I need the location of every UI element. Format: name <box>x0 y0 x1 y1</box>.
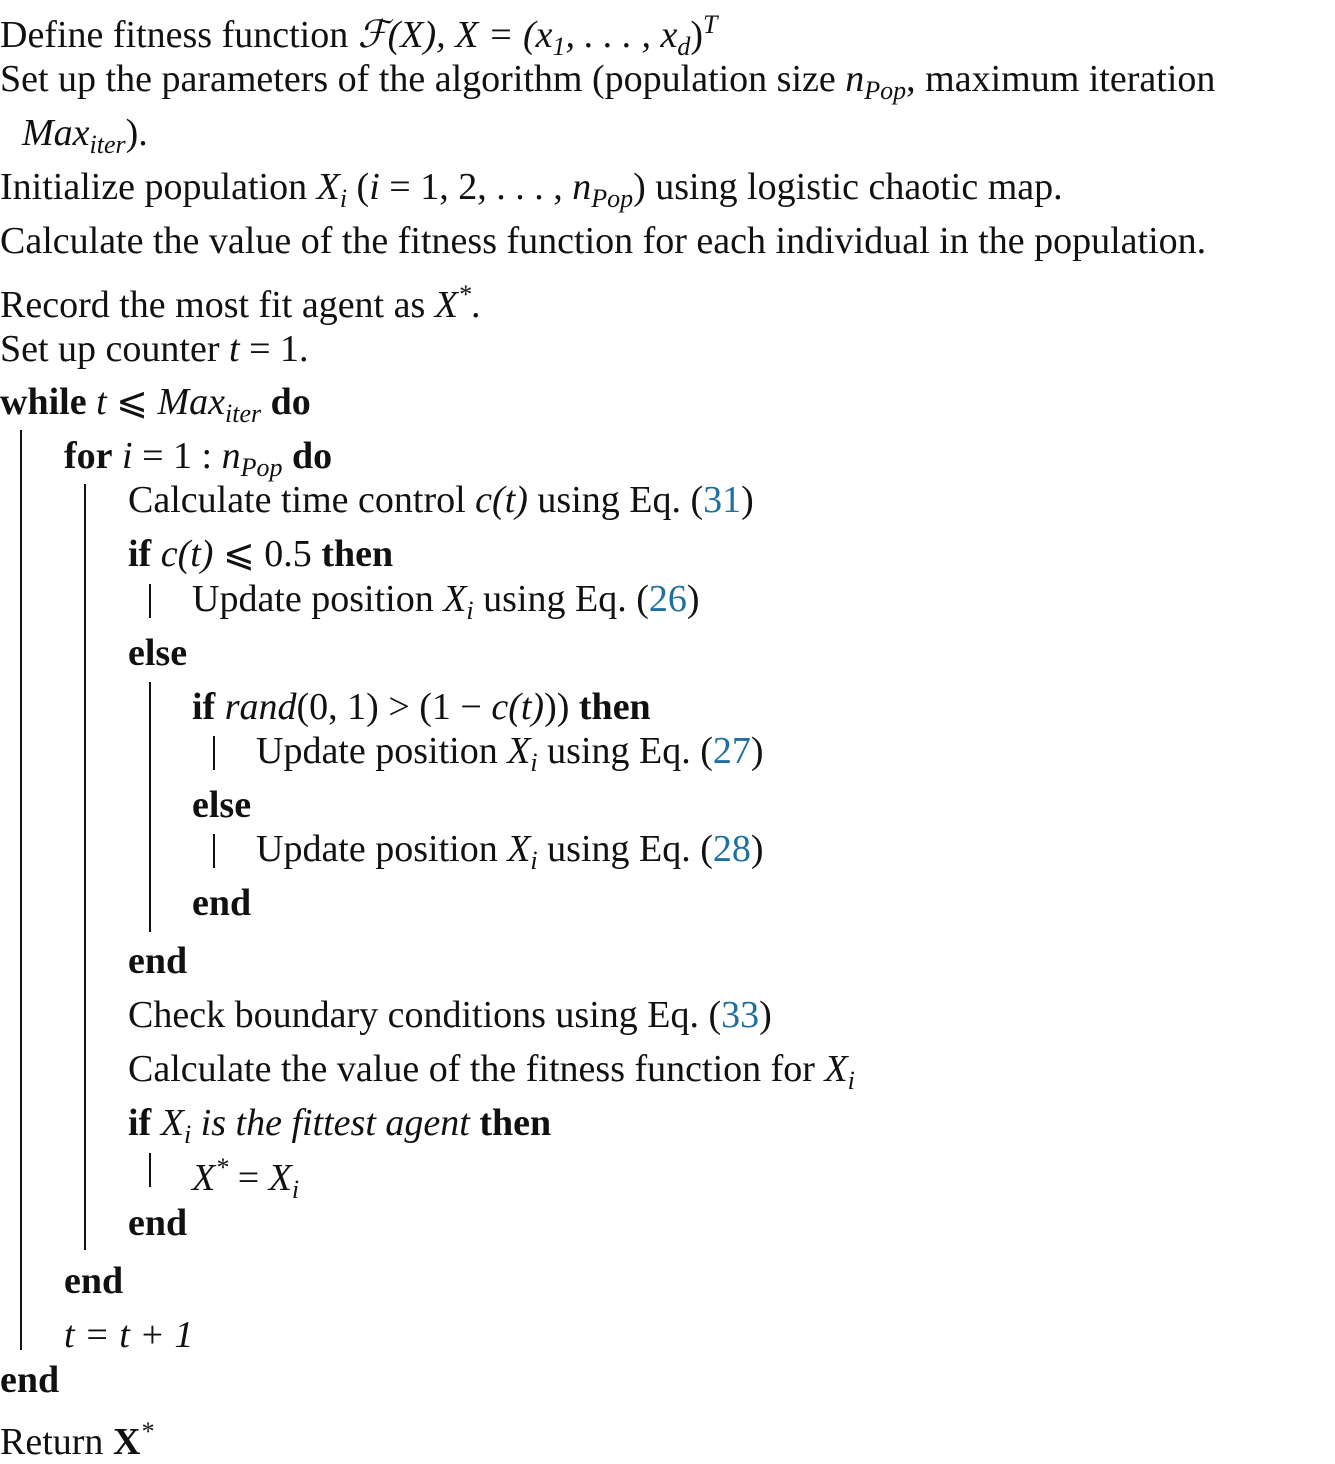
superscript: * <box>458 280 471 309</box>
keyword-else: else <box>128 632 188 674</box>
math: c <box>491 686 509 728</box>
text: Check boundary conditions using Eq. ( <box>128 994 722 1036</box>
superscript: * <box>215 1153 229 1182</box>
keyword-for: for <box>64 435 113 477</box>
line-time-control <box>128 478 754 522</box>
math: X <box>151 1102 184 1144</box>
subscript: i <box>466 596 474 625</box>
math: rand <box>215 686 297 728</box>
math: X <box>443 578 467 620</box>
text: Update position <box>256 730 508 772</box>
text: Initialize population <box>0 166 317 208</box>
line-initialize-population <box>0 165 1063 221</box>
line-for-end <box>64 1259 123 1303</box>
line-update-26 <box>192 577 700 633</box>
keyword-end: end <box>128 940 188 982</box>
subscript: i <box>530 748 538 777</box>
inner-else-pipe <box>213 834 215 868</box>
subscript: Pop <box>864 76 907 105</box>
math: )) <box>544 686 579 728</box>
keyword-then: then <box>321 533 394 575</box>
superscript: * <box>140 1417 154 1446</box>
subscript: i <box>847 1066 855 1095</box>
math: (t) <box>492 479 528 521</box>
subscript: i <box>291 1175 300 1204</box>
line-else <box>128 631 187 675</box>
text: Set up counter <box>0 328 230 370</box>
math: t <box>229 328 240 370</box>
line-if-rand <box>192 685 651 729</box>
keyword-end: end <box>64 1260 124 1302</box>
fitness-symbol: ℱ <box>357 14 388 56</box>
line-inner-end <box>192 881 251 925</box>
keyword-end: end <box>192 882 252 924</box>
text: ) <box>686 578 700 620</box>
keyword-if: if <box>128 1102 152 1144</box>
math: (t) <box>177 533 214 575</box>
line-calc-fitness-xi <box>128 1047 855 1103</box>
text: ( <box>347 166 370 208</box>
line-if-ct <box>128 532 393 576</box>
keyword-do: do <box>270 381 311 423</box>
math: Max <box>147 381 225 423</box>
math: ) <box>690 14 704 56</box>
if-rand-pipe <box>213 736 215 770</box>
text: = 1. <box>239 328 309 370</box>
line-record-fittest <box>0 273 481 327</box>
text: using Eq. ( <box>537 730 713 772</box>
text: , maximum iteration <box>906 58 1216 100</box>
text: . <box>471 284 481 326</box>
math: (0, 1) > (1 − <box>296 686 492 728</box>
superscript: T <box>703 10 718 39</box>
for-block-bar <box>84 484 86 1250</box>
line-setup-parameters <box>0 57 1215 113</box>
math: ⩽ <box>116 381 148 423</box>
subscript: 1 <box>552 32 566 61</box>
line-update-28 <box>256 827 764 883</box>
keyword-else: else <box>192 784 252 826</box>
subscript: Pop <box>240 453 283 482</box>
keyword-then: then <box>578 686 651 728</box>
subscript: i <box>339 184 348 213</box>
math: Max <box>22 112 90 154</box>
else-block-bar <box>149 682 151 932</box>
math: X <box>192 1157 216 1199</box>
subscript: i <box>183 1120 192 1149</box>
text: Return <box>0 1421 113 1463</box>
line-if-fittest-end <box>128 1201 187 1245</box>
keyword-if: if <box>128 533 152 575</box>
line-return <box>0 1410 153 1464</box>
text: Update position <box>192 578 444 620</box>
line-check-boundary <box>128 993 772 1037</box>
math: X <box>507 730 531 772</box>
math: X <box>434 284 458 326</box>
text: using Eq. ( <box>473 578 649 620</box>
text: Calculate the value of the fitness function for <box>128 1048 825 1090</box>
text: ) using logistic chaotic map. <box>633 166 1063 208</box>
keyword-then: then <box>479 1102 552 1144</box>
keyword-end: end <box>0 1359 60 1401</box>
text: ) <box>750 828 764 870</box>
if-fittest-pipe <box>149 1153 151 1187</box>
text: Update position <box>256 828 508 870</box>
subscript: iter <box>89 130 126 159</box>
while-block-bar <box>20 430 22 1350</box>
line-inner-else <box>192 783 251 827</box>
math: c <box>151 533 178 575</box>
math: X <box>268 1157 292 1199</box>
math: t = t + 1 <box>64 1314 194 1356</box>
math: i <box>112 435 133 477</box>
text: Calculate the value of the fitness function for each individual in the population. <box>0 220 1207 262</box>
math: = 1 : <box>132 435 222 477</box>
line-while <box>0 380 311 436</box>
text: Calculate time control <box>128 479 476 521</box>
math: X <box>507 828 531 870</box>
equation-ref-link[interactable]: 31 <box>703 479 742 521</box>
line-setup-counter <box>0 327 309 371</box>
math: n <box>572 166 592 208</box>
text: Define fitness function <box>0 14 358 56</box>
math: ⩽ 0.5 <box>213 533 322 575</box>
keyword-while: while <box>0 381 87 423</box>
line-update-27 <box>256 729 764 785</box>
line-assign-best <box>192 1146 299 1212</box>
line-calculate-fitness-all <box>0 219 1206 263</box>
math: i <box>369 166 380 208</box>
text: using Eq. ( <box>527 479 704 521</box>
math: (t) <box>508 686 545 728</box>
subscript: i <box>530 846 538 875</box>
subscript: iter <box>225 399 262 428</box>
text: ). <box>125 112 148 154</box>
condition-text: is the fittest agent <box>191 1102 480 1144</box>
math: n <box>221 435 241 477</box>
line-increment <box>64 1313 193 1357</box>
if-block-pipe <box>149 584 151 618</box>
text: = 1, 2, . . . , <box>379 166 573 208</box>
line-while-end <box>0 1358 59 1402</box>
math: X <box>316 166 340 208</box>
math: c <box>475 479 493 521</box>
math: = <box>228 1157 269 1199</box>
math: X <box>824 1048 848 1090</box>
line-if-end <box>128 939 187 983</box>
subscript: Pop <box>591 184 634 213</box>
math: (X), X = (x <box>387 14 553 56</box>
text: ) <box>741 479 754 521</box>
text: Set up the parameters of the algorithm (population size <box>0 58 846 100</box>
equation-ref-link[interactable]: 28 <box>712 828 751 870</box>
line-max-iter <box>22 111 148 167</box>
math-bold: X <box>112 1421 141 1463</box>
math: n <box>845 58 865 100</box>
text: ) <box>759 994 772 1036</box>
equation-ref-link[interactable]: 33 <box>721 994 760 1036</box>
math: , . . . , x <box>565 14 678 56</box>
text: using Eq. ( <box>537 828 713 870</box>
keyword-if: if <box>192 686 216 728</box>
text: Record the most fit agent as <box>0 284 435 326</box>
keyword-end: end <box>128 1202 188 1244</box>
keyword-do: do <box>291 435 333 477</box>
equation-ref-link[interactable]: 26 <box>648 578 687 620</box>
text: ) <box>750 730 764 772</box>
math: t <box>86 381 117 423</box>
subscript: d <box>677 32 691 61</box>
equation-ref-link[interactable]: 27 <box>712 730 751 772</box>
